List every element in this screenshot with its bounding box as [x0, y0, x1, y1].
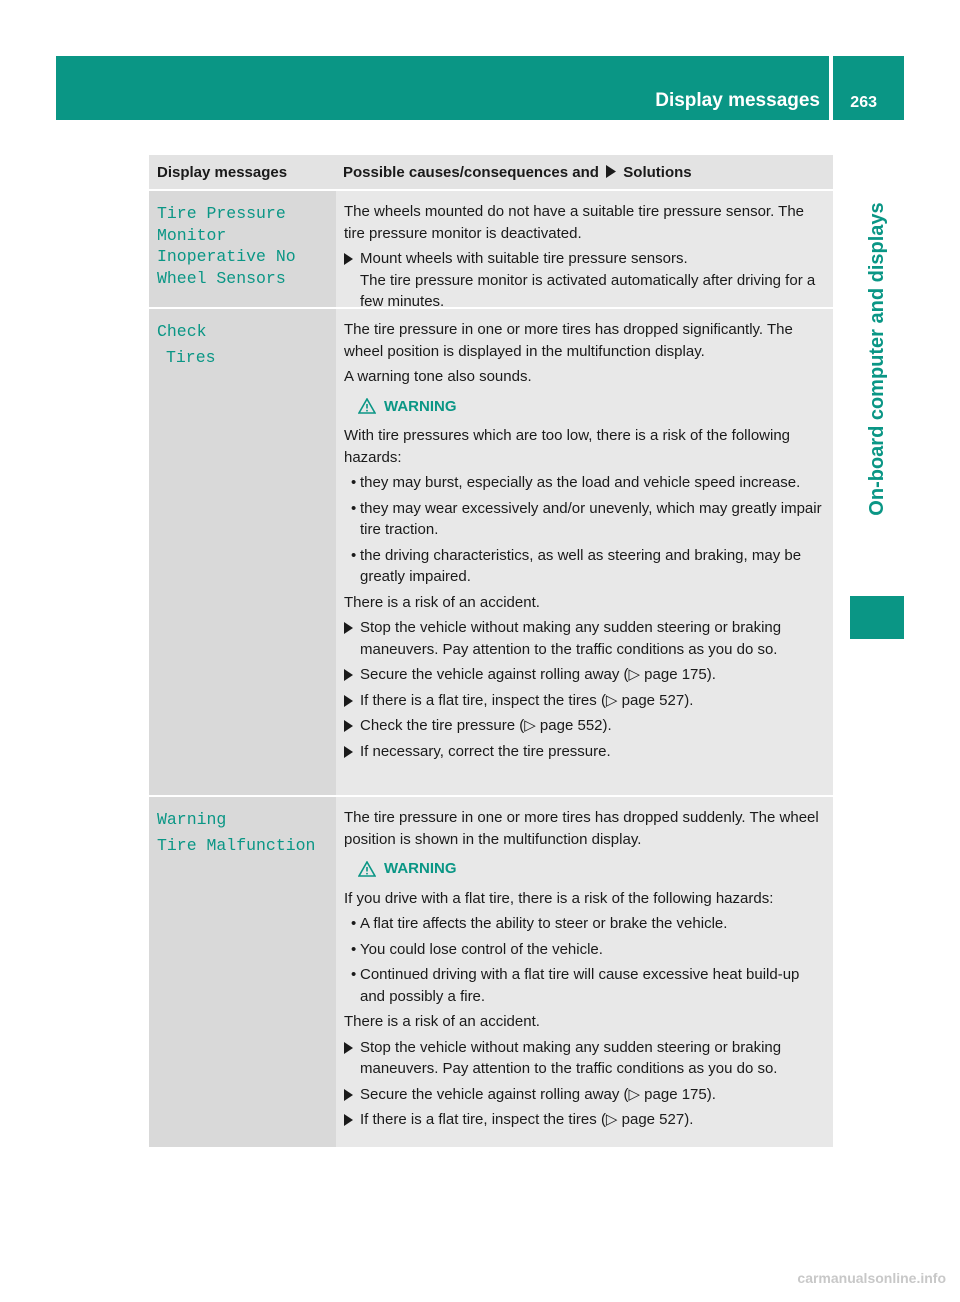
solution-step	[344, 741, 827, 763]
page-header-bar	[56, 56, 904, 120]
display-message-cell	[149, 797, 336, 1147]
hazard-text: You could lose control of the vehicle.	[360, 940, 603, 958]
step-text: If there is a flat tire, inspect the tires (▷ page 527).	[360, 691, 694, 709]
bullet-icon: •	[351, 915, 357, 932]
chapter-side-tab	[850, 120, 904, 598]
display-message-line: Inoperative No	[157, 247, 296, 266]
bullet-icon: •	[351, 474, 357, 491]
display-message-cell	[149, 191, 336, 307]
display-message-line: Check	[157, 322, 207, 341]
chapter-label: On-board computer and displays	[866, 202, 888, 516]
watermark-text: carmanualsonline.info	[797, 1270, 946, 1286]
solution-step	[344, 1037, 827, 1080]
step-text: Stop the vehicle without making any sudden steering or braking maneuvers. Pay attention to the traffic conditions as you do so.	[360, 1038, 782, 1077]
solution-cell	[336, 797, 833, 1147]
solution-cell	[336, 309, 833, 795]
solution-step	[344, 690, 827, 712]
step-arrow-icon	[344, 1042, 353, 1054]
solution-step	[344, 664, 827, 686]
table-row	[149, 307, 833, 795]
step-arrow-icon	[344, 253, 353, 265]
step-arrow-icon	[344, 1114, 353, 1126]
warning-triangle-icon	[358, 398, 376, 414]
hazard-text: they may burst, especially as the load and vehicle speed increase.	[360, 474, 801, 491]
display-message-line: Tires	[166, 347, 216, 367]
step-arrow-icon	[344, 622, 353, 634]
chapter-marker-block	[850, 596, 904, 639]
display-message-line: Monitor	[157, 225, 227, 245]
solution-step	[344, 617, 827, 660]
display-message-line: Warning	[157, 810, 227, 829]
step-text: Secure the vehicle against rolling away (▷ page 175).	[360, 1085, 716, 1103]
solution-step	[344, 248, 827, 313]
hazard-bullet	[344, 472, 827, 494]
col-header-solutions-text: Solutions	[623, 164, 692, 181]
step-arrow-icon	[344, 720, 353, 732]
page-section-title: Display messages	[655, 90, 820, 111]
step-text: Secure the vehicle against rolling away (▷ page 175).	[360, 666, 716, 683]
warning-heading	[358, 858, 827, 880]
step-arrow-icon	[344, 1089, 353, 1101]
cause-text: A warning tone also sounds.	[344, 368, 532, 385]
warning-label: WARNING	[384, 860, 457, 877]
warning-intro: If you drive with a flat tire, there is a risk of the following hazards:	[344, 889, 774, 907]
col-header-causes-text: Possible causes/consequences and	[343, 164, 599, 181]
step-text: Check the tire pressure (▷ page 552).	[360, 717, 612, 734]
risk-text: There is a risk of an accident.	[344, 1013, 540, 1030]
hazard-text: A flat tire affects the ability to steer or brake the vehicle.	[360, 915, 728, 932]
hazard-bullet	[344, 964, 827, 1007]
display-message-line: Tire Pressure	[157, 204, 286, 223]
step-text: If necessary, correct the tire pressure.	[360, 742, 611, 760]
step-text: Mount wheels with suitable tire pressure sensors.	[360, 250, 688, 267]
display-message-line: Tire Malfunction	[157, 835, 316, 855]
display-messages-table	[149, 155, 833, 1147]
table-header	[149, 155, 833, 189]
hazard-text: the driving characteristics, as well as steering and braking, may be greatly impaired.	[360, 546, 802, 585]
bullet-icon: •	[351, 940, 357, 958]
cause-text: The tire pressure in one or more tires has dropped significantly. The wheel position is displayed in the multifunction display.	[344, 321, 793, 360]
solution-step	[344, 715, 827, 737]
play-arrow-icon	[605, 165, 617, 178]
col-header-display-messages: Display messages	[157, 164, 288, 181]
hazard-bullet	[344, 498, 827, 541]
page-number: 263	[850, 94, 877, 111]
col-header-causes	[336, 155, 833, 189]
table-row	[149, 189, 833, 310]
bullet-icon: •	[351, 499, 357, 517]
step-note: The tire pressure monitor is activated automatically after driving for a few minutes.	[360, 271, 816, 310]
hazard-bullet	[344, 545, 827, 588]
warning-heading	[358, 396, 827, 418]
warning-label: WARNING	[384, 397, 457, 415]
bullet-icon: •	[351, 546, 357, 564]
warning-intro: With tire pressures which are too low, there is a risk of the following hazards:	[344, 427, 791, 466]
step-arrow-icon	[344, 669, 353, 681]
cause-text: The tire pressure in one or more tires has dropped suddenly. The wheel position is shown in the multifunction display.	[344, 809, 819, 848]
hazard-text: Continued driving with a flat tire will cause excessive heat build-up and possibly a fire.	[360, 966, 800, 1005]
step-arrow-icon	[344, 695, 353, 707]
risk-text: There is a risk of an accident.	[344, 593, 540, 611]
solution-step	[344, 1109, 827, 1131]
warning-triangle-icon	[358, 861, 376, 877]
solution-step	[344, 1084, 827, 1106]
hazard-bullet	[344, 939, 827, 961]
display-message-line: Wheel Sensors	[157, 268, 286, 288]
hazard-text: they may wear excessively and/or unevenly, which may greatly impair tire traction.	[360, 499, 822, 538]
step-arrow-icon	[344, 746, 353, 758]
solution-cell	[336, 191, 833, 310]
step-text: Stop the vehicle without making any sudden steering or braking maneuvers. Pay attention to the traffic conditions as you do so.	[360, 619, 782, 658]
table-row	[149, 795, 833, 1147]
bullet-icon: •	[351, 966, 357, 983]
hazard-bullet	[344, 913, 827, 935]
step-text: If there is a flat tire, inspect the tires (▷ page 527).	[360, 1111, 694, 1128]
header-divider	[829, 56, 833, 120]
cause-text: The wheels mounted do not have a suitable tire pressure sensor. The tire pressure monitor is deactivated.	[344, 203, 804, 242]
display-message-cell	[149, 309, 336, 795]
